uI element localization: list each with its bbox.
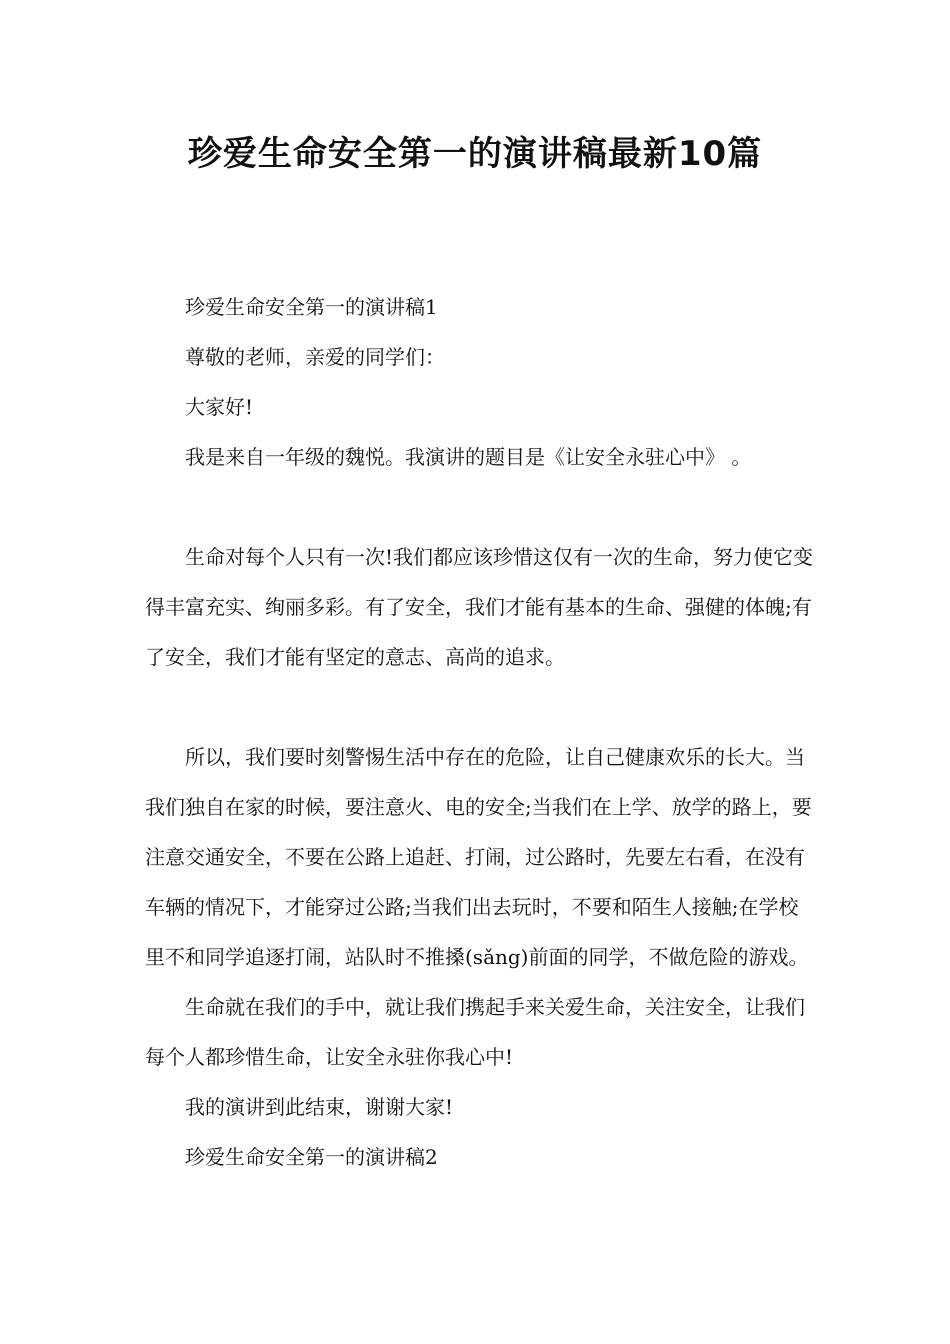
paragraph-spacer [145, 682, 815, 732]
paragraph-safety-rules: 所以，我们要时刻警惕生活中存在的危险，让自己健康欢乐的长大。当我们独自在家的时候，要注意火、电的安全;当我们在上学、放学的路上，要注意交通安全，不要在公路上追赶、打闹，过公路时，先要左右看，在没有车辆的情况下，才能穿过公路;当我们出去玩时，不要和陌生人接触;在学校里不和同学追逐打闹，站队时不推搡(sǎng)前面的同学，不做危险的游戏。 [145, 745, 812, 969]
hello-line: 大家好! [185, 395, 254, 419]
document-body [145, 282, 815, 1182]
greeting-line: 尊敬的老师，亲爱的同学们： [185, 345, 445, 369]
intro-line: 我是来自一年级的魏悦。我演讲的题目是《让安全永驻心中》 。 [185, 445, 752, 469]
paragraph-life: 生命对每个人只有一次!我们都应该珍惜这仅有一次的生命，努力使它变得丰富充实、绚丽多彩。有了安全，我们才能有基本的生命、强健的体魄;有了安全，我们才能有坚定的意志、高尚的追求。 [145, 545, 814, 669]
paragraph-conclusion: 生命就在我们的手中，就让我们携起手来关爱生命，关注安全，让我们每个人都珍惜生命，让安全永驻你我心中! [145, 995, 805, 1069]
section-heading-1: 珍爱生命安全第一的演讲稿1 [185, 295, 438, 319]
closing-line: 我的演讲到此结束，谢谢大家! [185, 1095, 454, 1119]
paragraph-spacer [145, 482, 815, 532]
document-title: 珍爱生命安全第一的演讲稿最新10篇 [187, 134, 763, 174]
section-heading-2: 珍爱生命安全第一的演讲稿2 [185, 1145, 438, 1169]
